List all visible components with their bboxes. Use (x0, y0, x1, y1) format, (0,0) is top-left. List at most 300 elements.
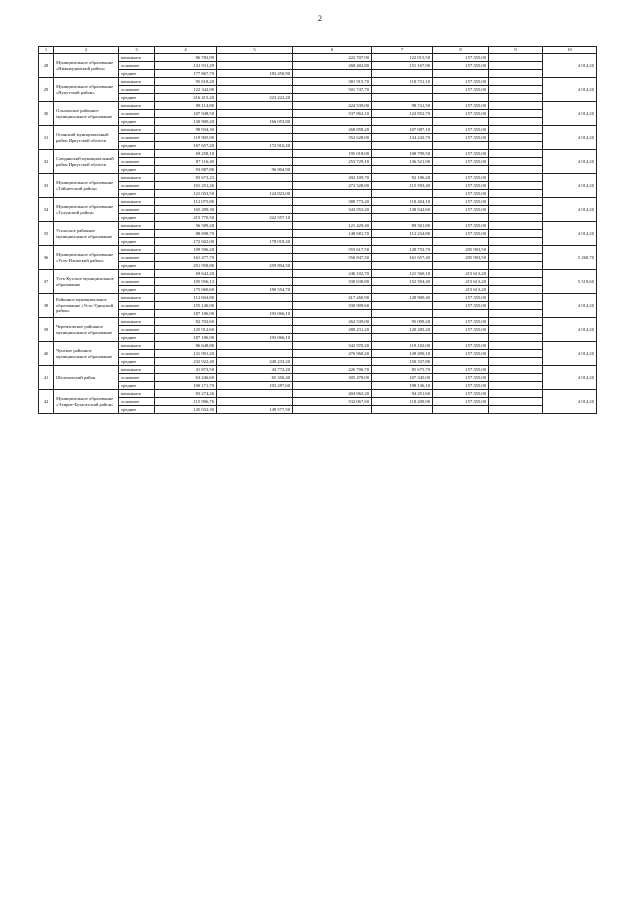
table-row (39, 246, 597, 254)
value-col-9 (489, 318, 543, 326)
table-row (39, 398, 597, 406)
value-col-9 (489, 350, 543, 358)
value-col-4: 105 956,13 (155, 278, 217, 286)
value-col-9 (489, 382, 543, 390)
value-col-10: 4 014,20 (543, 102, 597, 126)
value-col-6: 501 747,70 (293, 86, 372, 94)
value-col-4: 101 251,26 (155, 182, 217, 190)
value-col-8 (433, 310, 489, 318)
value-col-7: 120 285,20 (372, 326, 433, 334)
value-col-9 (489, 230, 543, 238)
row-number: 28 (39, 54, 54, 78)
table-row (39, 54, 597, 62)
education-level: среднее (119, 406, 155, 414)
value-col-8: 157 355,00 (433, 390, 489, 398)
value-col-5 (217, 270, 293, 278)
education-level: среднее (119, 70, 155, 78)
education-level: среднее (119, 94, 155, 102)
value-col-4: 63 246,60 (155, 374, 217, 382)
row-number: 32 (39, 150, 54, 174)
education-level: начальное (119, 294, 155, 302)
value-col-9 (489, 62, 543, 70)
value-col-9 (489, 110, 543, 118)
table-row (39, 150, 597, 158)
value-col-7 (372, 86, 433, 94)
municipality-name: Чунское районное муниципальное образование (54, 342, 119, 366)
table-row (39, 70, 597, 78)
value-col-5 (217, 86, 293, 94)
education-level: начальное (119, 54, 155, 62)
value-col-8 (433, 166, 489, 174)
value-col-4: 167 657,20 (155, 142, 217, 150)
value-col-6: 342 970,20 (293, 342, 372, 350)
value-col-7: 85 675,70 (372, 366, 433, 374)
row-number: 42 (39, 390, 54, 414)
value-col-9 (489, 174, 543, 182)
value-col-7: 152 594,40 (372, 278, 433, 286)
value-col-8 (433, 142, 489, 150)
education-level: среднее (119, 358, 155, 366)
value-col-6: 226 706,70 (293, 366, 372, 374)
education-level: основное (119, 278, 155, 286)
table-row (39, 142, 597, 150)
value-col-4: 155 140,90 (155, 302, 217, 310)
value-col-7: 108 799,50 (372, 150, 433, 158)
value-col-10: 4 014,20 (543, 294, 597, 318)
value-col-5 (217, 278, 293, 286)
value-col-7 (372, 302, 433, 310)
education-level: среднее (119, 310, 155, 318)
value-col-8: 157 355,00 (433, 134, 489, 142)
value-col-4: 161 477,70 (155, 254, 217, 262)
value-col-7 (372, 214, 433, 222)
row-number: 36 (39, 246, 54, 270)
value-col-6: 268 402,80 (293, 62, 372, 70)
value-col-5 (217, 230, 293, 238)
value-col-5 (217, 222, 293, 230)
column-number-6: 6 (293, 47, 372, 54)
value-col-8: 157 355,00 (433, 102, 489, 110)
table-row (39, 350, 597, 358)
value-col-9 (489, 102, 543, 110)
value-col-5: 178 018,20 (217, 238, 293, 246)
value-col-8: 157 355,00 (433, 222, 489, 230)
value-col-8: 157 355,00 (433, 350, 489, 358)
value-col-8 (433, 358, 489, 366)
value-col-9 (489, 246, 543, 254)
subsidy-table (38, 46, 597, 414)
value-col-7 (372, 70, 433, 78)
value-col-10: 4 014,20 (543, 54, 597, 78)
value-col-4: 69 642,20 (155, 270, 217, 278)
value-col-6: 202 109,70 (293, 174, 372, 182)
education-level: среднее (119, 214, 155, 222)
value-col-10: 4 014,20 (543, 78, 597, 102)
value-col-5 (217, 398, 293, 406)
table-row (39, 206, 597, 214)
value-col-7: 92 186,20 (372, 174, 433, 182)
row-number: 39 (39, 318, 54, 342)
value-col-7 (372, 94, 433, 102)
municipality-name: Муниципальное образование «Эхирит-Булагатский район» (54, 390, 119, 414)
row-number: 38 (39, 294, 54, 318)
education-level: основное (119, 134, 155, 142)
value-col-6: 272 328,80 (293, 182, 372, 190)
value-col-7 (372, 166, 433, 174)
value-col-6 (293, 310, 372, 318)
value-col-9 (489, 390, 543, 398)
value-col-8 (433, 406, 489, 414)
value-col-9 (489, 302, 543, 310)
value-col-5 (217, 134, 293, 142)
table-row (39, 230, 597, 238)
value-col-4: 83 274,26 (155, 390, 217, 398)
value-col-7: 98 741,50 (372, 102, 433, 110)
table-row (39, 86, 597, 94)
table-row (39, 342, 597, 350)
value-col-6 (293, 286, 372, 294)
value-col-9 (489, 366, 543, 374)
value-col-9 (489, 374, 543, 382)
value-col-8: 157 355,00 (433, 398, 489, 406)
value-col-9 (489, 254, 543, 262)
value-col-9 (489, 270, 543, 278)
education-level: начальное (119, 174, 155, 182)
value-col-6 (293, 166, 372, 174)
value-col-6: 246 102,70 (293, 270, 372, 278)
value-col-8: 157 355,00 (433, 382, 489, 390)
value-col-5: 43 772,20 (217, 366, 293, 374)
education-level: начальное (119, 222, 155, 230)
table-row (39, 390, 597, 398)
value-col-6: 222 707,90 (293, 54, 372, 62)
value-col-5: 223 222,20 (217, 94, 293, 102)
row-number: 40 (39, 342, 54, 366)
value-col-5: 193 066,10 (217, 310, 293, 318)
value-col-8: 215 613,20 (433, 286, 489, 294)
table-row (39, 166, 597, 174)
table-row (39, 238, 597, 246)
table-row (39, 382, 597, 390)
column-number-row (39, 47, 597, 54)
value-col-4: 232 922,40 (155, 358, 217, 366)
value-col-7 (372, 238, 433, 246)
municipality-name: Муниципальное образование «Нижнеудинский район» (54, 54, 119, 78)
value-col-9 (489, 262, 543, 270)
value-col-8: 157 355,00 (433, 150, 489, 158)
value-col-4: 86 648,80 (155, 342, 217, 350)
municipality-name: Черемховское районное муниципальное образование (54, 318, 119, 342)
value-col-5: 183 450,90 (217, 70, 293, 78)
row-number: 31 (39, 126, 54, 150)
value-col-4: 93 887,80 (155, 166, 217, 174)
row-number: 30 (39, 102, 54, 126)
value-col-7: 119 102,00 (372, 342, 433, 350)
value-col-9 (489, 126, 543, 134)
value-col-8: 157 355,00 (433, 206, 489, 214)
value-col-8: 157 355,00 (433, 366, 489, 374)
education-level: начальное (119, 390, 155, 398)
education-level: основное (119, 398, 155, 406)
value-col-7 (372, 262, 433, 270)
education-level: начальное (119, 78, 155, 86)
value-col-6: 289 231,20 (293, 326, 372, 334)
education-level: основное (119, 374, 155, 382)
table-row (39, 182, 597, 190)
value-col-6: 381 915,70 (293, 78, 372, 86)
table-row (39, 214, 597, 222)
value-col-10: 4 014,20 (543, 126, 597, 150)
value-col-4: 56 589,20 (155, 222, 217, 230)
value-col-9 (489, 238, 543, 246)
table-row (39, 366, 597, 374)
table-row (39, 374, 597, 382)
value-col-5: 149 577,50 (217, 406, 293, 414)
value-col-7: 151 167,90 (372, 62, 433, 70)
value-col-9 (489, 222, 543, 230)
value-col-4: 175 060,60 (155, 286, 217, 294)
table-row (39, 110, 597, 118)
table-row (39, 406, 597, 414)
value-col-7 (372, 118, 433, 126)
value-col-6 (293, 214, 372, 222)
education-level: начальное (119, 342, 155, 350)
value-col-7: 110 404,10 (372, 198, 433, 206)
value-col-8: 157 355,00 (433, 110, 489, 118)
value-col-10: 4 014,20 (543, 342, 597, 366)
education-level: основное (119, 206, 155, 214)
value-col-4: 115 906,76 (155, 398, 217, 406)
value-col-8: 215 613,20 (433, 278, 489, 286)
education-level: среднее (119, 166, 155, 174)
value-col-4: 86 783,99 (155, 54, 217, 62)
value-col-9 (489, 150, 543, 158)
value-col-9 (489, 398, 543, 406)
value-col-6 (293, 142, 372, 150)
value-col-6: 555 617,50 (293, 246, 372, 254)
education-level: среднее (119, 118, 155, 126)
value-col-4: 107 948,50 (155, 110, 217, 118)
value-col-4: 121 053,50 (155, 190, 217, 198)
value-col-9 (489, 342, 543, 350)
value-col-9 (489, 278, 543, 286)
value-col-6 (293, 190, 372, 198)
value-col-4: 41 873,50 (155, 366, 217, 374)
municipality-name: Муниципальное образование «Усть-Илимский район» (54, 246, 119, 270)
value-col-4: 100 171,70 (155, 382, 217, 390)
row-number: 37 (39, 270, 54, 294)
table-row (39, 118, 597, 126)
table-row (39, 302, 597, 310)
value-col-8: 205 903,50 (433, 254, 489, 262)
value-col-6 (293, 94, 372, 102)
table-row (39, 286, 597, 294)
value-col-7 (372, 190, 433, 198)
table-row (39, 294, 597, 302)
table-row (39, 158, 597, 166)
value-col-6: 140 681,70 (293, 230, 372, 238)
value-col-9 (489, 198, 543, 206)
value-col-7: 128 753,70 (372, 246, 433, 254)
value-col-7: 161 657,40 (372, 254, 433, 262)
value-col-4: 98 934,30 (155, 126, 217, 134)
table-body (39, 54, 597, 414)
value-col-6: 343 953,20 (293, 206, 372, 214)
value-col-4: 69 258,10 (155, 150, 217, 158)
value-col-5: 222 557,10 (217, 214, 293, 222)
municipality-name: Муниципальное образование «Нукутский район» (54, 78, 119, 102)
education-level: основное (119, 350, 155, 358)
value-col-4: 112 604,80 (155, 294, 217, 302)
value-col-7 (372, 310, 433, 318)
value-col-9 (489, 78, 543, 86)
value-col-7: 138 542,60 (372, 206, 433, 214)
municipality-name: Слюдянский муниципальный район Иркутской области (54, 150, 119, 174)
value-col-7: 107 087,10 (372, 126, 433, 134)
education-level: среднее (119, 286, 155, 294)
value-col-10: 4 014,20 (543, 174, 597, 198)
value-col-9 (489, 166, 543, 174)
value-col-6 (293, 334, 372, 342)
value-col-6: 532 067,60 (293, 398, 372, 406)
education-level: среднее (119, 238, 155, 246)
value-col-6 (293, 382, 372, 390)
value-col-9 (489, 182, 543, 190)
value-col-7: 95 009,20 (372, 318, 433, 326)
table-row (39, 94, 597, 102)
value-col-6 (293, 406, 372, 414)
value-col-10: 4 014,20 (543, 198, 597, 222)
value-col-10: 4 014,20 (543, 366, 597, 390)
value-col-4: 145 032,30 (155, 406, 217, 414)
value-col-6 (293, 70, 372, 78)
value-col-6: 330 638,80 (293, 278, 372, 286)
value-col-10: 4 014,20 (543, 222, 597, 246)
value-col-4: 130 900,20 (155, 118, 217, 126)
value-col-4: 125 912,60 (155, 326, 217, 334)
value-col-8: 157 355,00 (433, 182, 489, 190)
table-row (39, 262, 597, 270)
education-level: среднее (119, 382, 155, 390)
municipality-name: Осинский муниципальный район Иркутской области (54, 126, 119, 150)
value-col-6: 404 062,20 (293, 390, 372, 398)
row-number: 41 (39, 366, 54, 390)
municipality-name: Муниципальное образование «Тайшетский район» (54, 174, 119, 198)
value-col-8: 157 355,00 (433, 126, 489, 134)
value-col-5 (217, 54, 293, 62)
table-row (39, 358, 597, 366)
value-col-5 (217, 342, 293, 350)
value-col-8 (433, 118, 489, 126)
value-col-9 (489, 54, 543, 62)
education-level: основное (119, 86, 155, 94)
value-col-4: 165 289,30 (155, 206, 217, 214)
value-col-5 (217, 158, 293, 166)
education-level: среднее (119, 190, 155, 198)
value-col-7 (372, 286, 433, 294)
education-level: начальное (119, 366, 155, 374)
value-col-5: 124 823,00 (217, 190, 293, 198)
value-col-8: 157 355,00 (433, 78, 489, 86)
value-col-8: 157 355,00 (433, 158, 489, 166)
education-level: основное (119, 326, 155, 334)
education-level: начальное (119, 150, 155, 158)
value-col-7: 118 209,90 (372, 398, 433, 406)
value-col-9 (489, 326, 543, 334)
municipality-name: Районное муниципальное образование «Усть-Удинский район» (54, 294, 119, 318)
value-col-7: 112 234,80 (372, 230, 433, 238)
column-number-7: 7 (372, 47, 433, 54)
value-col-9 (489, 70, 543, 78)
table-row (39, 126, 597, 134)
value-col-5 (217, 326, 293, 334)
value-col-8: 157 355,00 (433, 62, 489, 70)
value-col-8 (433, 334, 489, 342)
education-level: начальное (119, 270, 155, 278)
value-col-5 (217, 302, 293, 310)
value-col-5 (217, 126, 293, 134)
value-col-8: 157 355,00 (433, 190, 489, 198)
value-col-4: 98 114,80 (155, 102, 217, 110)
education-level: основное (119, 302, 155, 310)
value-col-5 (217, 150, 293, 158)
value-col-7: 89 501,80 (372, 222, 433, 230)
value-col-5: 96 804,90 (217, 166, 293, 174)
value-col-5: 65 356,40 (217, 374, 293, 382)
value-col-4: 251 958,80 (155, 262, 217, 270)
table-row (39, 62, 597, 70)
value-col-5 (217, 390, 293, 398)
table-row (39, 270, 597, 278)
value-col-5 (217, 206, 293, 214)
value-col-8 (433, 238, 489, 246)
value-col-4: 131 911,29 (155, 62, 217, 70)
value-col-6: 417 260,90 (293, 294, 372, 302)
value-col-5 (217, 174, 293, 182)
table-row (39, 102, 597, 110)
table-row (39, 78, 597, 86)
value-col-5 (217, 246, 293, 254)
value-col-7: 115 593,40 (372, 182, 433, 190)
value-col-7: 150 337,80 (372, 358, 433, 366)
value-col-5 (217, 182, 293, 190)
value-col-6: 330 909,60 (293, 302, 372, 310)
value-col-9 (489, 94, 543, 102)
column-number-9: 9 (489, 47, 543, 54)
value-col-6 (293, 118, 372, 126)
value-col-10: 4 014,20 (543, 318, 597, 342)
value-col-8 (433, 94, 489, 102)
value-col-8 (433, 214, 489, 222)
table-row (39, 134, 597, 142)
municipality-name: Ольхонское районное муниципальное образование (54, 102, 119, 126)
value-col-4: 119 905,90 (155, 134, 217, 142)
value-col-7: 198 136,10 (372, 382, 433, 390)
value-col-10: 5 519,60 (543, 270, 597, 294)
value-col-7: 149 490,10 (372, 350, 433, 358)
value-col-8: 157 355,00 (433, 230, 489, 238)
row-number: 33 (39, 174, 54, 198)
value-col-5: 103 287,60 (217, 382, 293, 390)
value-col-7: 136 521,90 (372, 158, 433, 166)
value-col-4: 216 415,20 (155, 94, 217, 102)
value-col-9 (489, 214, 543, 222)
value-col-9 (489, 294, 543, 302)
value-col-6 (293, 238, 372, 246)
value-col-6: 556 847,50 (293, 254, 372, 262)
value-col-8: 157 355,00 (433, 86, 489, 94)
education-level: начальное (119, 102, 155, 110)
